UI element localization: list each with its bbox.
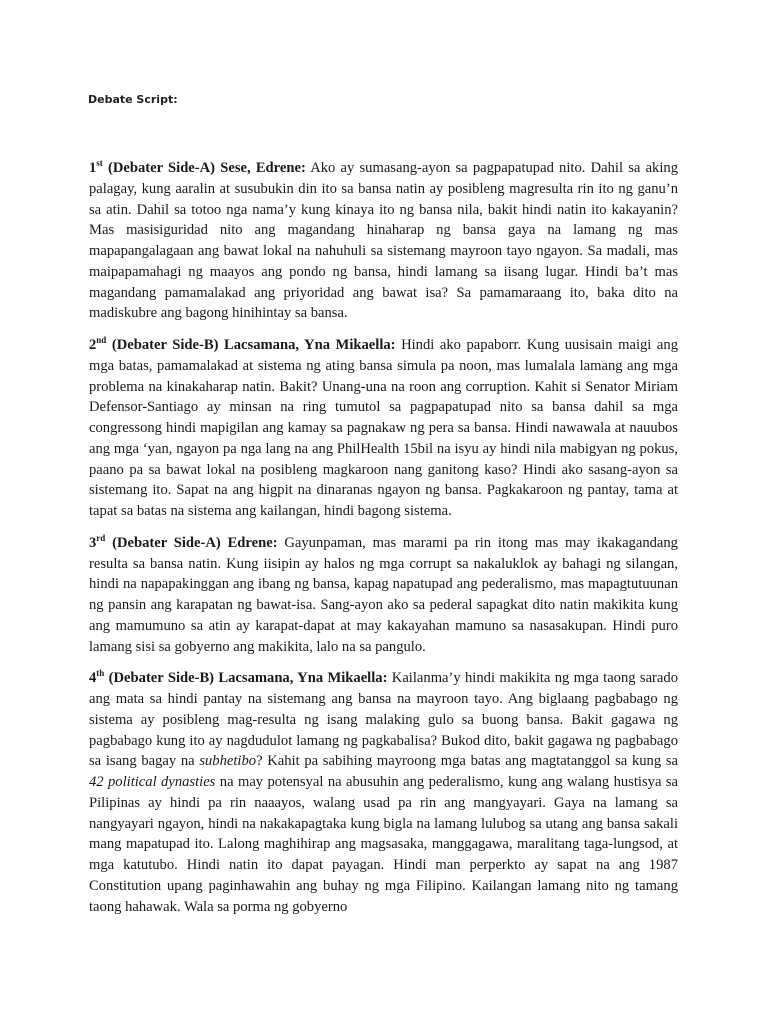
document-body xyxy=(89,158,678,917)
emphasized-text: subhetibo xyxy=(199,753,257,770)
turn-number: 1 xyxy=(89,160,97,176)
ordinal-suffix: th xyxy=(96,668,105,679)
turn-number: 4 xyxy=(89,670,97,687)
debate-paragraph xyxy=(89,335,678,522)
speaker-name: (Debater Side-B) Lacsamana, Yna Mikaella: xyxy=(104,670,388,687)
ordinal-suffix: rd xyxy=(96,532,106,543)
speaker-name: (Debater Side-B) Lacsamana, Yna Mikaella: xyxy=(106,337,396,353)
turn-number: 2 xyxy=(89,337,97,353)
speaker-label xyxy=(89,337,396,353)
argument-text: ? Kahit pa sabihing mayroong mga batas ang magtatanggol sa kung sa xyxy=(256,753,678,770)
argument-text: Kailanma’y hindi makikita ng mga taong sarado ang mata sa hindi pantay na sistemang ang bansa na mayroon tayo. Ang biglaang pagbabago ng sistema ay posibleng mag-resulta ng isang malaking gulo sa buong bansa. Bakit gagawa ng pagbabago kung ito ay nagdudulot lamang ng pagkabalisa? Bukod dito, bakit gagawa ng pagbabago sa isang bagay na xyxy=(89,670,678,770)
speaker-label xyxy=(89,532,278,551)
turn-number: 3 xyxy=(89,534,97,551)
argument-text: Hindi ako papaborr. Kung uusisain maigi ang mga batas, pamamalakad at sistema ng ating bansa simula pa noon, mas lumalala lamang ang mga problema na kinakaharap natin. Bakit? Unang-una na roon ang corruption. Kahit si Senator Miriam Defensor-Santiago ay minsan na ring tumutol sa pagpapatupad nito sa bansa dahil sa mga congressong hindi mapigilan ang kamay sa pagnakaw ng pera sa bansa. Hindi nawawala at nauubos ang mga ‘yan, ngayon pa nga lang na ang PhilHealth 15bil na isyu ay hindi nila mabigyan ng pokus, paano pa sa bawat lokal na posibleng magkaroon nang ganitong kaso? Hindi ako sasang-ayon sa sistemang ito. Sapat na ang higpit na dinaranas ngayon ng bansa. Pagkakaroon ng pantay, tama at tapat sa batas na sistema ang kailangan, hindi bagong sistema. xyxy=(89,337,678,519)
emphasized-text: 42 political dynasties xyxy=(89,774,216,790)
speaker-name: (Debater Side-A) Edrene: xyxy=(105,534,278,551)
speaker-label xyxy=(89,670,387,686)
ordinal-suffix: nd xyxy=(96,335,107,345)
debate-paragraph xyxy=(89,533,678,658)
speaker-label xyxy=(89,160,306,176)
argument-text: Gayunpaman, mas marami pa rin itong mas may ikakagandang resulta sa bansa natin. Kung iisipin ay halos ng mga corrupt sa nakaluklok ay bahagi ng silangan, hindi na napapakinggan ang ibang ng bansa, kapag napatupad ang pederalismo, mas mapagtutuunan ng pansin ang karapatan ng bawat-isa. Sang-ayon ako sa pederal sapagkat dito natin makikita kung ang mamumuno sa atin ay karapat-dapat at may kakayahan mamuno sa nasasakupan. Hindi puro lamang sisi sa gobyerno ang makikita, lalo na sa pangulo. xyxy=(89,534,678,655)
document-title: Debate Script: xyxy=(88,93,178,106)
argument-text: na may potensyal na abusuhin ang pederalismo, kung ang walang hustisya sa Pilipinas ay hindi pa rin naaayos, walang usad pa rin ang mangyayari. Gaya na lamang sa nangyayari ngayon, hindi na nakakapagtaka kung bigla na lamang lulubog sa utang ang bansa sakali mang mapatupad ito. Lalong maghihirap ang magsasaka, manggagawa, maralitang taga-lungsod, at mga katutubo. Hindi natin ito dapat payagan. Hindi man perperkto ay sapat na ang 1987 Constitution upang paginhawahin ang buhay ng mga Filipino. Kailangan lamang nito ng tamang taong hahawak. Wala sa porma ng gobyerno xyxy=(89,774,678,915)
debate-paragraph xyxy=(89,158,678,324)
speaker-name: (Debater Side-A) Sese, Edrene: xyxy=(102,160,306,176)
argument-text: Ako ay sumasang-ayon sa pagpapatupad nito. Dahil sa aking palagay, kung aaralin at susubukin din ito sa bansa natin ay posibleng magresulta rin ito ng ganu’n sa atin. Dahil sa totoo nga nama’y kung kinaya ito ng bansa nila, bakit hindi natin ito kakayanin? Mas masisiguridad nito ang magandang hinaharap ng bansa gaya na lamang ng mas mapapangalagaan ang bawat lokal na nahuhuli sa sistemang mayroon tayo ngayon. Sa madali, mas maipapamahagi ng maayos ang pondo ng bansa, hindi lamang sa iisang lugar. Hindi ba’t mas magandang pamamalakad ang priyoridad ang bawat isa? Sa pamamaraang ito, baka dito na madiskubre ang bagong hinihintay sa bansa. xyxy=(89,160,678,322)
debate-paragraph xyxy=(89,668,678,917)
ordinal-suffix: st xyxy=(96,158,103,168)
